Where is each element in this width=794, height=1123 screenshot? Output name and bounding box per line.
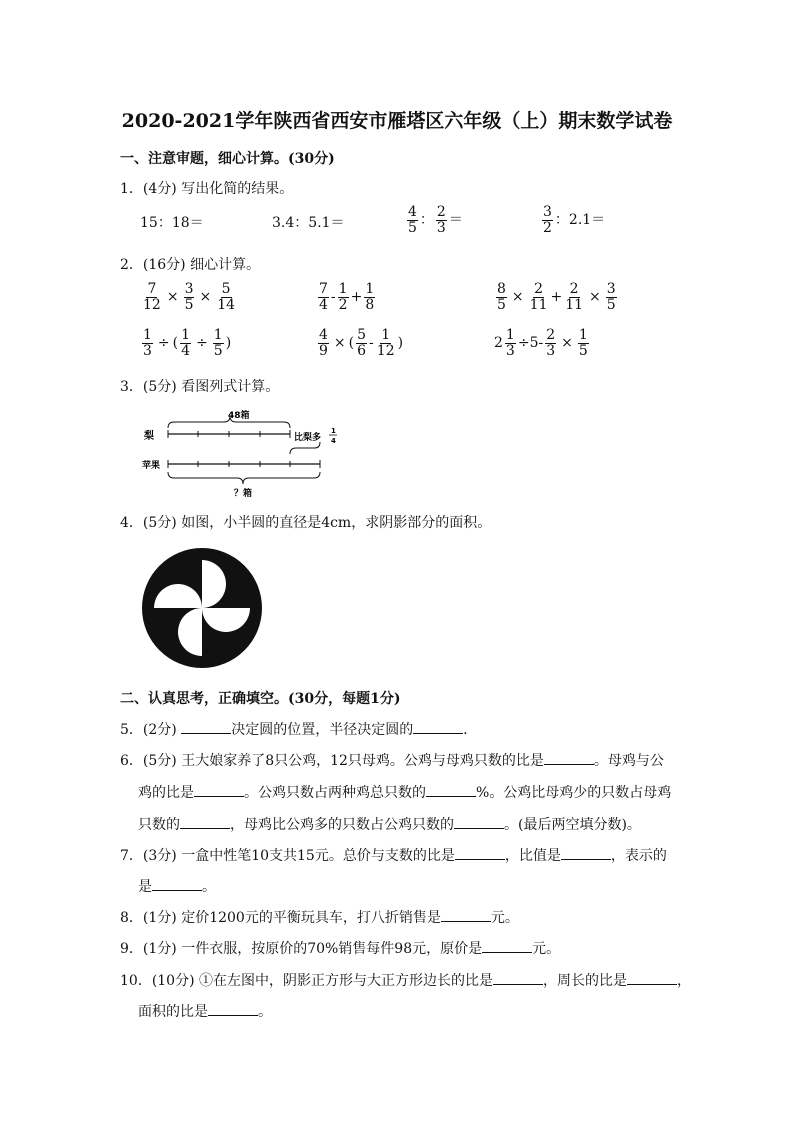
question-6-line-2: 鸡的比是 。公鸡只数占两种鸡总只数的 %。公鸡比母鸡少的只数占母鸡 bbox=[138, 785, 672, 801]
fraction: $\frac{3}{2}$ bbox=[543, 204, 552, 236]
answer-blank[interactable] bbox=[454, 816, 504, 829]
svg-text:1: 1 bbox=[331, 427, 336, 435]
q1-expr-d: $\frac{3}{2}$ ：2.1＝ bbox=[543, 204, 606, 236]
question-6-line-1: 6．(5分) 王大娘家养了8只公鸡，12只母鸡。公鸡与母鸡只数的比是 。母鸡与公 bbox=[120, 753, 664, 769]
q1-expr-a: 15：18＝ bbox=[140, 215, 204, 231]
question-10-line-2: 面积的比是 。 bbox=[138, 1004, 272, 1020]
question-1-stem: 1．(4分) 写出化简的结果。 bbox=[120, 181, 294, 197]
answer-blank[interactable] bbox=[426, 784, 476, 797]
answer-blank[interactable] bbox=[181, 721, 231, 734]
answer-blank[interactable] bbox=[482, 940, 532, 953]
fraction: $\frac{2}{3}$ bbox=[436, 204, 446, 236]
answer-blank[interactable] bbox=[544, 752, 594, 765]
question-9: 9．(1分) 一件衣服，按原价的70%销售每件98元，原价是 元。 bbox=[120, 941, 561, 957]
answer-blank[interactable] bbox=[194, 784, 244, 797]
question-7-line-2: 是 。 bbox=[138, 879, 216, 895]
q1-expr-b: 3.4：5.1＝ bbox=[272, 215, 345, 231]
section-1-heading: 一、注意审题，细心计算。(30分) bbox=[120, 151, 335, 167]
circle-figure bbox=[140, 546, 264, 670]
circled-number: ① bbox=[199, 973, 214, 989]
answer-blank[interactable] bbox=[180, 816, 230, 829]
pear-label: 梨 bbox=[144, 431, 154, 442]
question-7-line-1: 7．(3分) 一盒中性笔10支共15元。总价与支数的比是 ，比值是 ，表示的 bbox=[120, 848, 667, 864]
answer-blank[interactable] bbox=[627, 972, 677, 985]
question-8: 8．(1分) 定价1200元的平衡玩具车，打八折销售是 元。 bbox=[120, 910, 519, 926]
q2-expr-3: $\frac{8}{5}$ × $\frac{2}{11}$ + $\frac{2}{11}$ × $\frac{3}{5}$ bbox=[497, 281, 616, 313]
question-2-stem: 2．(16分) 细心计算。 bbox=[120, 257, 261, 273]
apple-label: 苹果 bbox=[142, 461, 161, 471]
page-title: 2020-2021学年陕西省西安市雁塔区六年级（上）期末数学试卷 bbox=[121, 110, 673, 132]
answer-blank[interactable] bbox=[493, 972, 543, 985]
question-4-stem: 4．(5分) 如图，小半圆的直径是4cm，求阴影部分的面积。 bbox=[120, 515, 492, 531]
q2-expr-6: 2 $\frac{1}{3}$ ÷5- $\frac{2}{3}$ × $\frac{1}{5}$ bbox=[494, 327, 588, 359]
question-5: 5．(2分) 决定圆的位置，半径决定圆的 ． bbox=[120, 722, 478, 738]
section-2-heading: 二、认真思考，正确填空。(30分，每题1分) bbox=[120, 691, 401, 707]
answer-blank[interactable] bbox=[208, 1003, 258, 1016]
segment-diagram bbox=[140, 402, 350, 502]
fraction: $\frac{4}{5}$ bbox=[408, 204, 417, 236]
svg-text:4: 4 bbox=[331, 437, 336, 445]
answer-blank[interactable] bbox=[413, 721, 463, 734]
top-label: 48箱 bbox=[228, 411, 250, 421]
answer-blank[interactable] bbox=[455, 847, 505, 860]
bottom-label: ？箱 bbox=[234, 489, 253, 499]
q2-expr-5: $\frac{4}{9}$ × ( $\frac{5}{6}$ - $\frac{1}{12}$ ) bbox=[319, 327, 404, 359]
answer-blank[interactable] bbox=[441, 909, 491, 922]
q2-expr-4: $\frac{1}{3}$ ÷ ( $\frac{1}{4}$ ÷ $\frac{1}{5}$ ) bbox=[143, 327, 232, 359]
answer-blank[interactable] bbox=[152, 878, 202, 891]
q2-expr-2: $\frac{7}{4}$ - $\frac{1}{2}$ + $\frac{1}{8}$ bbox=[319, 281, 375, 313]
question-3-stem: 3．(5分) 看图列式计算。 bbox=[120, 379, 280, 395]
question-10-line-1: 10．(10分) ①在左图中，阴影正方形与大正方形边长的比是 ，周长的比是 ， bbox=[120, 973, 692, 989]
note-label: 比梨多 bbox=[294, 433, 322, 443]
answer-blank[interactable] bbox=[561, 847, 611, 860]
q2-expr-1: $\frac{7}{12}$ × $\frac{3}{5}$ × $\frac{5}{14}$ bbox=[143, 281, 236, 313]
q1-expr-c: $\frac{4}{5}$ ： $\frac{2}{3}$ ＝ bbox=[408, 204, 463, 236]
bottom-brace bbox=[168, 472, 320, 484]
question-6-line-3: 只数的 ，母鸡比公鸡多的只数占公鸡只数的 。(最后两空填分数)。 bbox=[138, 817, 641, 833]
extra-brace bbox=[290, 442, 320, 454]
